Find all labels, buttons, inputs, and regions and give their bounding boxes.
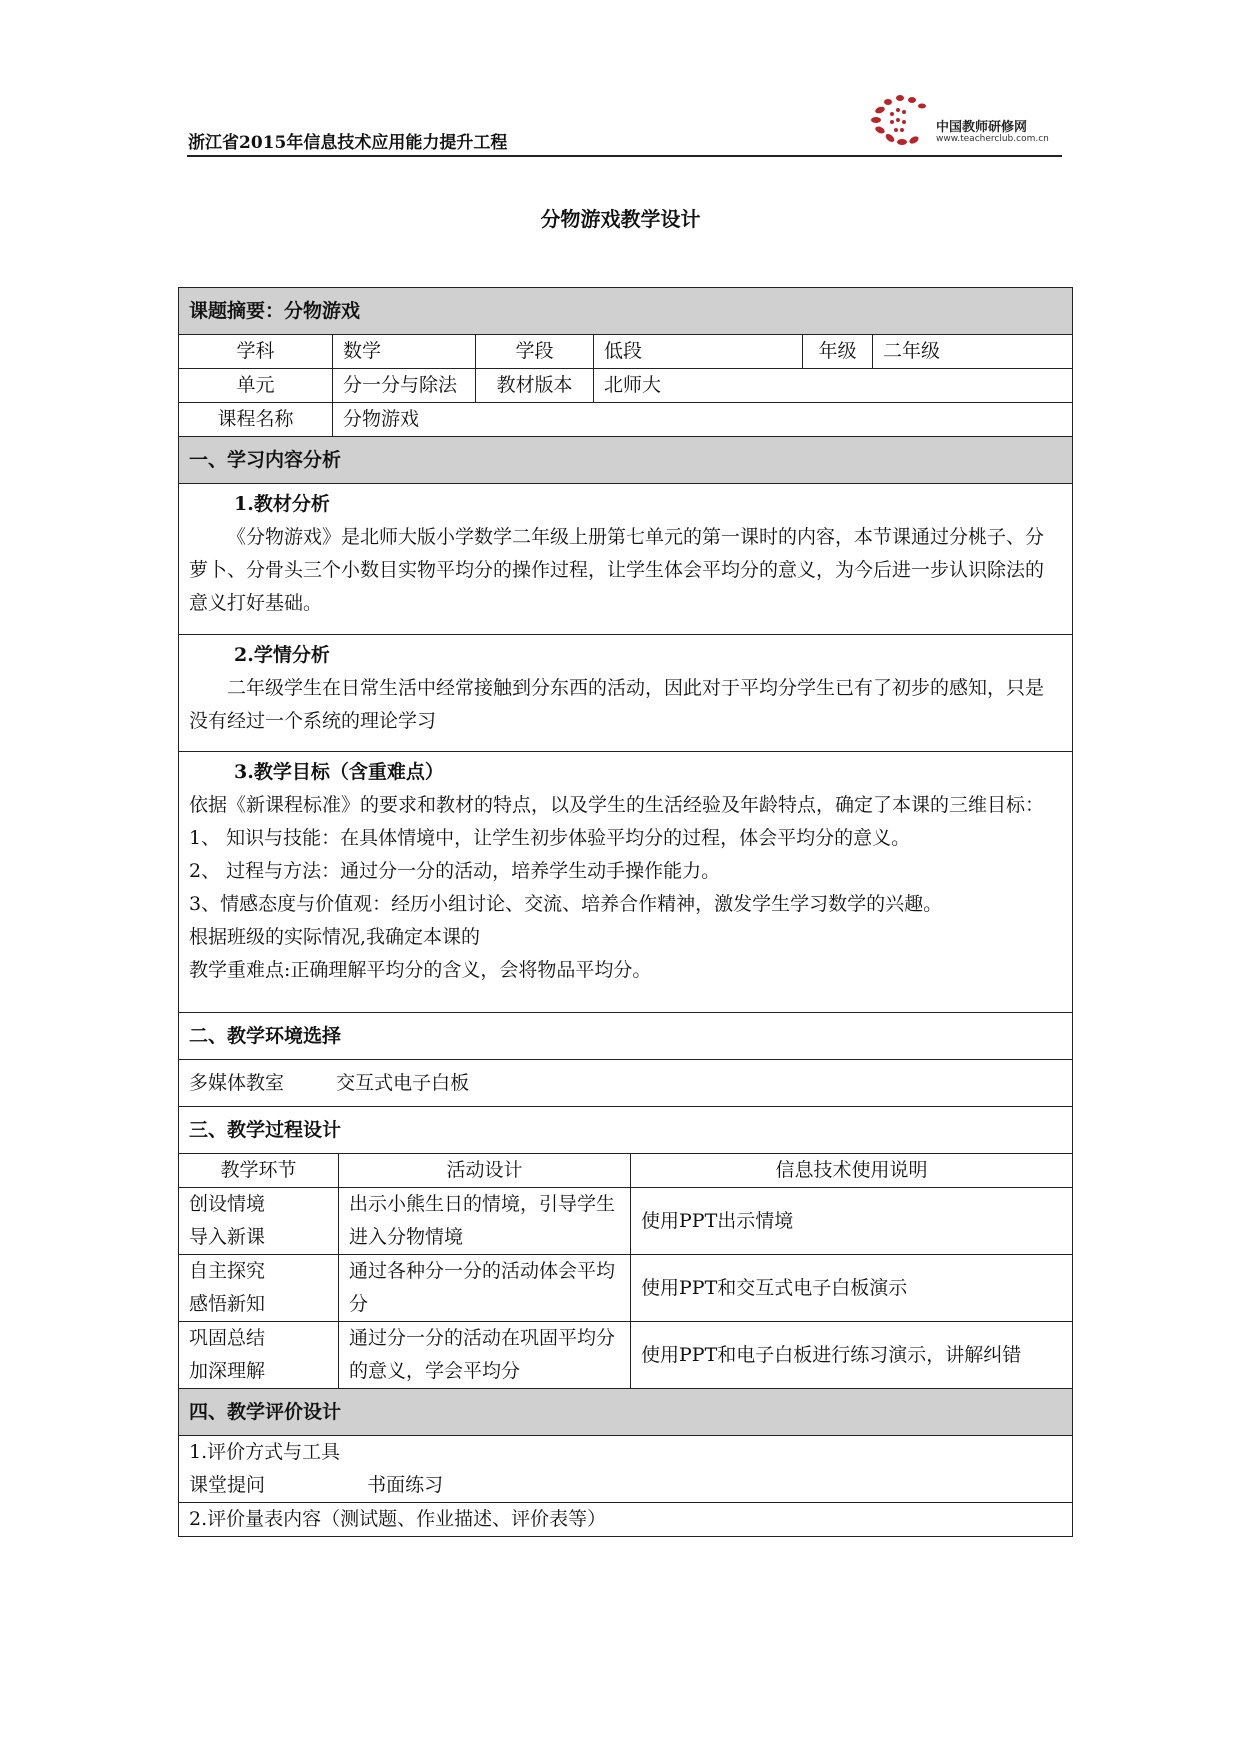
summary-row-1 xyxy=(179,335,1073,369)
evaluation-scale-row xyxy=(179,1503,1073,1537)
grade-label: 年级 xyxy=(803,335,873,369)
section2-heading: 二、教学环境选择 xyxy=(179,1013,1073,1060)
process-stage: 巩固总结 xyxy=(189,1327,266,1349)
learner-analysis-text: 二年级学生在日常生活中经常接触到分东西的活动，因此对于平均分学生已有了初步的感知，只是没有经过一个系统的理论学习 xyxy=(189,677,1045,732)
section4-heading-row xyxy=(179,1389,1073,1436)
process-row xyxy=(179,1188,1073,1255)
objectives-line: 依据《新课程标准》的要求和教材的特点，以及学生的生活经验及年龄特点，确定了本课的三维目标： xyxy=(189,794,1045,816)
process-tech: 使用PPT和交互式电子白板演示 xyxy=(631,1255,1073,1322)
section3-heading: 三、教学过程设计 xyxy=(179,1107,1073,1154)
process-header-row xyxy=(179,1154,1073,1188)
process-col-tech: 信息技术使用说明 xyxy=(631,1154,1073,1188)
unit-value: 分一分与除法 xyxy=(333,369,476,403)
evaluation-methods-row xyxy=(179,1436,1073,1503)
process-stage: 自主探究 xyxy=(189,1260,266,1282)
learner-analysis-row xyxy=(179,635,1073,752)
summary-row-3 xyxy=(179,403,1073,437)
process-activity: 通过各种分一分的活动体会平均分 xyxy=(339,1255,631,1322)
objectives-line: 教学重难点:正确理解平均分的含义，会将物品平均分。 xyxy=(189,959,652,981)
section1-heading-row xyxy=(179,437,1073,484)
process-stage: 导入新课 xyxy=(189,1226,266,1248)
section2-heading-row xyxy=(179,1013,1073,1060)
grade-value: 二年级 xyxy=(873,335,1073,369)
document-title: 分物游戏教学设计 xyxy=(540,207,701,231)
course-value: 分物游戏 xyxy=(333,403,1073,437)
process-stage: 创设情境 xyxy=(189,1193,266,1215)
logo-name: 中国教师研修网 xyxy=(936,120,1028,135)
textbook-analysis-row xyxy=(179,484,1073,635)
environment-row xyxy=(179,1060,1073,1107)
summary-row-2 xyxy=(179,369,1073,403)
objectives-line: 2、 过程与方法：通过分一分的活动，培养学生动手操作能力。 xyxy=(189,860,721,882)
subject-label: 学科 xyxy=(179,335,333,369)
environment-item: 交互式电子白板 xyxy=(336,1071,470,1094)
objectives-title: 3.教学目标（含重难点） xyxy=(234,761,444,783)
learner-analysis-title: 2.学情分析 xyxy=(234,644,330,666)
process-tech: 使用PPT和电子白板进行练习演示，讲解纠错 xyxy=(631,1322,1073,1389)
lesson-plan-table xyxy=(178,287,1073,1537)
process-stage: 感悟新知 xyxy=(189,1293,266,1315)
process-stage: 加深理解 xyxy=(189,1360,266,1382)
evaluation-scale-title: 2.评价量表内容（测试题、作业描述、评价表等） xyxy=(179,1503,1073,1537)
logo-url: www.teacherclub.com.cn xyxy=(936,134,1049,144)
process-row xyxy=(179,1255,1073,1322)
process-activity: 出示小熊生日的情境，引导学生进入分物情境 xyxy=(339,1188,631,1255)
objectives-line: 3、情感态度与价值观：经历小组讨论、交流、培养合作精神，激发学生学习数学的兴趣。 xyxy=(189,893,943,915)
header-project-title: 浙江省2015年信息技术应用能力提升工程 xyxy=(188,133,508,153)
summary-heading-row xyxy=(179,288,1073,335)
textbook-analysis-text: 《分物游戏》是北师大版小学数学二年级上册第七单元的第一课时的内容，本节课通过分桃子、分萝卜、分骨头三个小数目实物平均分的操作过程，让学生体会平均分的意义，为今后进一步认识除法的意义打好基础。 xyxy=(189,526,1045,614)
section4-heading: 四、教学评价设计 xyxy=(179,1389,1073,1436)
evaluation-method: 书面练习 xyxy=(367,1474,444,1496)
summary-heading: 课题摘要：分物游戏 xyxy=(179,288,1073,335)
process-activity: 通过分一分的活动在巩固平均分的意义，学会平均分 xyxy=(339,1322,631,1389)
textbook-analysis-title: 1.教材分析 xyxy=(234,493,330,515)
process-tech: 使用PPT出示情境 xyxy=(631,1188,1073,1255)
section1-heading: 一、学习内容分析 xyxy=(179,437,1073,484)
objectives-line: 1、 知识与技能：在具体情境中，让学生初步体验平均分的过程，体会平均分的意义。 xyxy=(189,827,911,849)
header-divider xyxy=(187,155,1062,157)
evaluation-method: 课堂提问 xyxy=(189,1474,266,1496)
evaluation-methods-title: 1.评价方式与工具 xyxy=(189,1441,341,1463)
stage-value: 低段 xyxy=(594,335,803,369)
course-label: 课程名称 xyxy=(179,403,333,437)
process-col-stage: 教学环节 xyxy=(179,1154,339,1188)
environment-item: 多媒体教室 xyxy=(189,1071,285,1094)
unit-label: 单元 xyxy=(179,369,333,403)
subject-value: 数学 xyxy=(333,335,476,369)
process-col-activity: 活动设计 xyxy=(339,1154,631,1188)
objectives-line: 根据班级的实际情况,我确定本课的 xyxy=(189,926,481,948)
stage-label: 学段 xyxy=(476,335,594,369)
edition-value: 北师大 xyxy=(594,369,1073,403)
edition-label: 教材版本 xyxy=(476,369,594,403)
section3-heading-row xyxy=(179,1107,1073,1154)
process-row xyxy=(179,1322,1073,1389)
objectives-row xyxy=(179,752,1073,1013)
